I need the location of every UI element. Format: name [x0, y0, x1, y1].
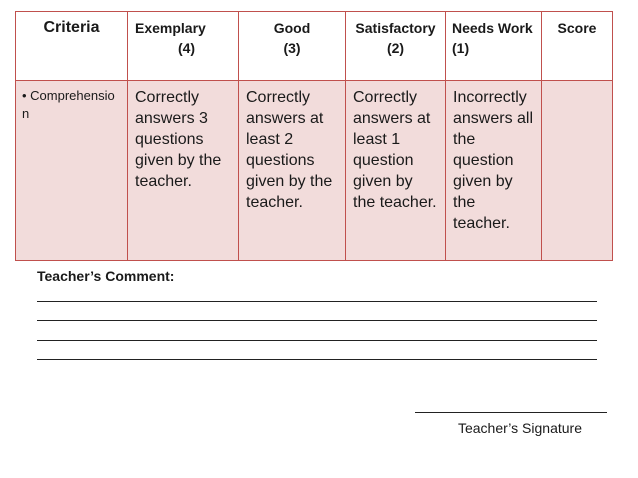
- header-score-label: Score: [557, 20, 597, 36]
- header-exemplary-points: (4): [177, 40, 196, 56]
- header-needs-work-label: Needs Work: [452, 20, 533, 36]
- header-good: [239, 12, 346, 81]
- header-satisfactory-label: Satisfactory: [355, 20, 436, 36]
- exemplary-cell: Correctly answers 3 questions given by the teacher.: [128, 81, 239, 261]
- header-exemplary: [128, 12, 239, 81]
- score-cell[interactable]: [542, 81, 613, 261]
- rubric-header-row: [16, 12, 613, 81]
- good-cell: Correctly answers at least 2 questions given by the teacher.: [239, 81, 346, 261]
- header-criteria-label: Criteria: [43, 19, 100, 36]
- header-satisfactory-points: (2): [386, 40, 405, 56]
- satisfactory-cell: Correctly answers at least 1 question given by the teacher.: [346, 81, 446, 261]
- header-good-points: (3): [283, 40, 301, 56]
- comment-line-2[interactable]: [37, 320, 597, 321]
- teacher-signature-label: Teacher’s Signature: [457, 420, 582, 436]
- needs-work-cell: Incorrectly answers all the question given by the teacher.: [446, 81, 542, 261]
- rubric-row-comprehension: [16, 81, 613, 261]
- header-criteria: [16, 12, 128, 81]
- header-needs-work-points: (1): [452, 40, 470, 56]
- header-needs-work: [446, 12, 542, 81]
- header-score: [542, 12, 613, 81]
- signature-line[interactable]: [415, 412, 607, 413]
- comment-line-3[interactable]: [37, 340, 597, 341]
- comment-line-4[interactable]: [37, 359, 597, 360]
- criterion-cell: • Comprehension: [16, 81, 128, 261]
- header-good-label: Good: [273, 20, 311, 36]
- rubric-table: [15, 11, 613, 261]
- teacher-comment-label: Teacher’s Comment:: [37, 268, 175, 284]
- header-satisfactory: [346, 12, 446, 81]
- header-exemplary-label: Exemplary: [135, 20, 206, 36]
- comment-line-1[interactable]: [37, 301, 597, 302]
